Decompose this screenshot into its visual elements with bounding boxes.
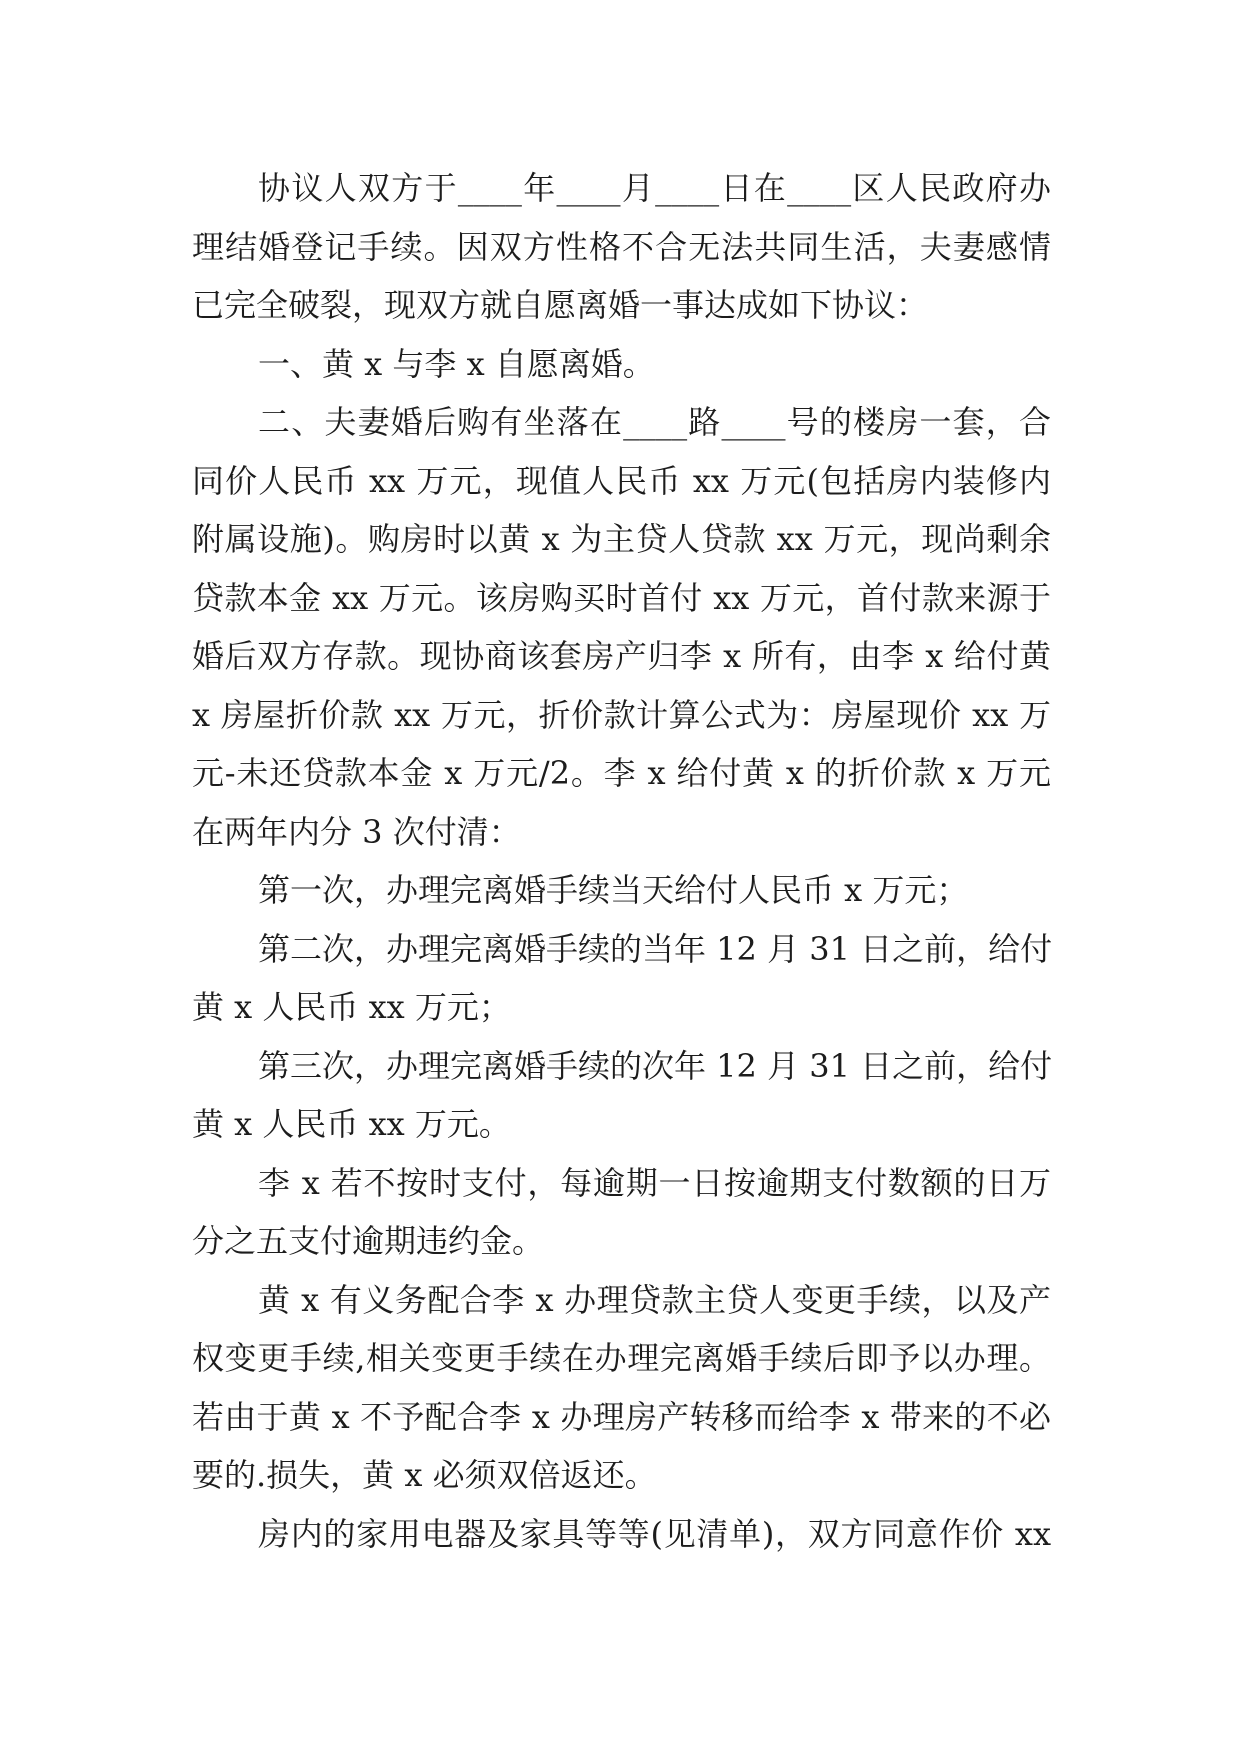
text-line: 黄 x 人民币 xx 万元。 (192, 1105, 511, 1143)
text-line: 黄 x 人民币 xx 万元； (192, 988, 511, 1026)
text-line: 权变更手续,相关变更手续在办理完离婚手续后即予以办理。 (192, 1339, 1051, 1377)
text-line: 在两年内分 3 次付清： (192, 812, 521, 851)
late-payment-penalty (192, 1154, 1051, 1271)
text-line: 元-未还贷款本金 x 万元/2。李 x 给付黄 x 的折价款 x 万元 (192, 754, 1051, 792)
text-line: 要的.损失，黄 x 必须双倍返还。 (192, 1456, 657, 1494)
text-line: 理结婚登记手续。因双方性格不合无法共同生活，夫妻感情 (192, 227, 1051, 266)
text-line: 贷款本金 xx 万元。该房购买时首付 xx 万元，首付款来源于 (192, 578, 1051, 617)
text-line: 房内的家用电器及家具等等(见清单)，双方同意作价 xx (258, 1514, 1051, 1553)
text-line: 分之五支付逾期违约金。 (192, 1222, 545, 1260)
text-line: 黄 x 有义务配合李 x 办理贷款主贷人变更手续，以及产 (258, 1280, 1051, 1319)
text-line: 协议人双方于____年____月____日在____区人民政府办 (258, 169, 1051, 207)
clause-divorce (192, 335, 1051, 394)
text-line: 一、黄 x 与李 x 自愿离婚。 (258, 344, 655, 383)
payment-second-installment (192, 920, 1051, 1037)
text-line: 第三次，办理完离婚手续的次年 12 月 31 日之前，给付 (258, 1046, 1053, 1085)
text-line: 同价人民币 xx 万元，现值人民币 xx 万元(包括房内装修内 (192, 461, 1051, 500)
payment-third-installment (192, 1037, 1051, 1154)
text-line: 若由于黄 x 不予配合李 x 办理房产转移而给李 x 带来的不必 (192, 1397, 1051, 1436)
text-line: 李 x 若不按时支付，每逾期一日按逾期支付数额的日万 (258, 1163, 1051, 1202)
payment-first-installment (192, 861, 1051, 920)
agreement-preamble (192, 159, 1051, 335)
text-line: 附属设施)。购房时以黄 x 为主贷人贷款 xx 万元，现尚剩余 (192, 520, 1051, 558)
text-line: 第一次，办理完离婚手续当天给付人民币 x 万元； (258, 871, 969, 909)
text-line: 第二次，办理完离婚手续的当年 12 月 31 日之前，给付 (258, 929, 1053, 968)
document-body (192, 159, 1051, 1563)
clause-property (192, 393, 1051, 861)
appliances-furniture-clause (192, 1505, 1051, 1564)
text-line: 二、夫妻婚后购有坐落在____路____号的楼房一套，合 (258, 403, 1051, 441)
transfer-cooperation-clause (192, 1271, 1051, 1505)
text-line: 已完全破裂，现双方就自愿离婚一事达成如下协议： (192, 286, 929, 324)
text-line: 婚后双方存款。现协商该套房产归李 x 所有，由李 x 给付黄 (192, 637, 1051, 675)
text-line: x 房屋折价款 xx 万元，折价款计算公式为：房屋现价 xx 万 (192, 695, 1051, 734)
